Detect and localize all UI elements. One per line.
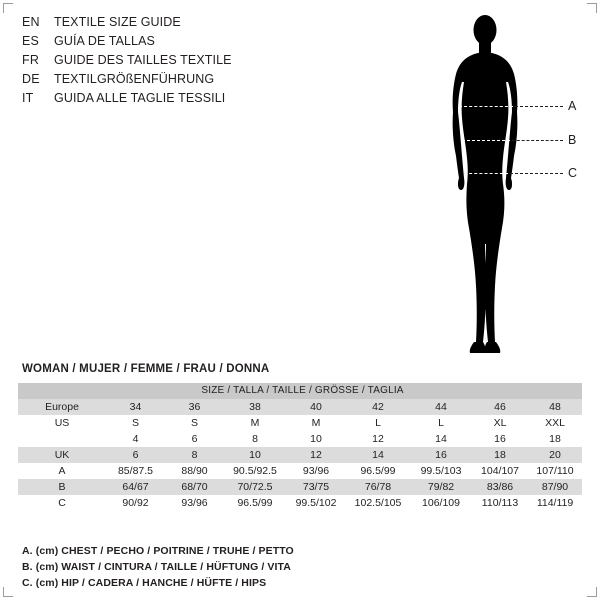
- cell: 8: [165, 447, 224, 463]
- row-label-us: US: [18, 415, 106, 431]
- cell: 46: [472, 399, 528, 415]
- cell: 10: [224, 447, 286, 463]
- title-lang-es: ES: [22, 34, 40, 48]
- cell: 14: [410, 431, 472, 447]
- cell: 83/86: [472, 479, 528, 495]
- measure-line-a-outer: [515, 106, 563, 107]
- table-row: [18, 479, 582, 495]
- cell: 18: [528, 431, 582, 447]
- measure-line-c-inner: [464, 173, 508, 174]
- cell: 8: [224, 431, 286, 447]
- table-row: [18, 431, 582, 447]
- cell: 44: [410, 399, 472, 415]
- cell: 110/113: [472, 495, 528, 511]
- cell: L: [346, 415, 410, 431]
- table-header-label: SIZE / TALLA / TAILLE / GRÖSSE / TAGLIA: [18, 383, 582, 399]
- title-row-it: [22, 91, 352, 110]
- cell: 48: [528, 399, 582, 415]
- row-label-uk: UK: [18, 447, 106, 463]
- cell: L: [410, 415, 472, 431]
- title-block: [22, 15, 352, 110]
- cell: 36: [165, 399, 224, 415]
- cell: 16: [472, 431, 528, 447]
- title-row-de: [22, 72, 352, 91]
- row-label-europe: Europe: [18, 399, 106, 415]
- measure-line-a-inner: [459, 106, 513, 107]
- corner-mark-top-left: [3, 3, 13, 13]
- cell: 96.5/99: [346, 463, 410, 479]
- title-row-fr: [22, 53, 352, 72]
- cell: 114/119: [528, 495, 582, 511]
- title-lang-de: DE: [22, 72, 40, 86]
- note-b: B. (cm) WAIST / CINTURA / TAILLE / HÜFTUNG / VITA: [22, 561, 291, 573]
- cell: 73/75: [286, 479, 346, 495]
- cell: 6: [106, 447, 165, 463]
- table-row: [18, 447, 582, 463]
- corner-mark-bottom-left: [3, 587, 13, 597]
- cell: XL: [472, 415, 528, 431]
- cell: 87/90: [528, 479, 582, 495]
- measurement-notes: [22, 543, 294, 591]
- table-row: [18, 415, 582, 431]
- table-row: [18, 399, 582, 415]
- corner-mark-bottom-right: [587, 587, 597, 597]
- cell: 16: [410, 447, 472, 463]
- row-label-b: B: [18, 479, 106, 495]
- cell: 6: [165, 431, 224, 447]
- title-text-fr: GUIDE DES TAILLES TEXTILE: [54, 53, 232, 67]
- row-label-us-numeric: [18, 431, 106, 447]
- silhouette-icon: [420, 8, 590, 368]
- cell: 70/72.5: [224, 479, 286, 495]
- cell: 14: [346, 447, 410, 463]
- cell: 85/87.5: [106, 463, 165, 479]
- cell: 38: [224, 399, 286, 415]
- cell: M: [286, 415, 346, 431]
- measure-label-a: A: [568, 99, 577, 113]
- cell: 64/67: [106, 479, 165, 495]
- measure-label-c: C: [568, 166, 578, 180]
- female-silhouette-figure: [420, 8, 590, 368]
- title-lang-it: IT: [22, 91, 34, 105]
- table-header-row: [18, 383, 582, 399]
- cell: 12: [346, 431, 410, 447]
- measure-line-b-outer: [512, 140, 563, 141]
- title-text-it: GUIDA ALLE TAGLIE TESSILI: [54, 91, 226, 105]
- cell: 88/90: [165, 463, 224, 479]
- measure-label-b: B: [568, 133, 577, 147]
- cell: 102.5/105: [346, 495, 410, 511]
- measure-line-c-outer: [510, 173, 563, 174]
- measure-line-b-inner: [462, 140, 510, 141]
- row-label-a: A: [18, 463, 106, 479]
- title-text-en: TEXTILE SIZE GUIDE: [54, 15, 181, 29]
- cell: XXL: [528, 415, 582, 431]
- note-a: A. (cm) CHEST / PECHO / POITRINE / TRUHE / PETTO: [22, 545, 294, 557]
- cell: S: [106, 415, 165, 431]
- size-table-wrapper: [18, 383, 582, 511]
- cell: 12: [286, 447, 346, 463]
- cell: 34: [106, 399, 165, 415]
- cell: 4: [106, 431, 165, 447]
- title-text-es: GUÍA DE TALLAS: [54, 34, 155, 48]
- cell: 93/96: [286, 463, 346, 479]
- table-row: [18, 463, 582, 479]
- cell: 90/92: [106, 495, 165, 511]
- cell: 104/107: [472, 463, 528, 479]
- cell: 79/82: [410, 479, 472, 495]
- table-row: [18, 495, 582, 511]
- cell: 107/110: [528, 463, 582, 479]
- cell: S: [165, 415, 224, 431]
- size-table: [18, 383, 582, 511]
- title-lang-en: EN: [22, 15, 40, 29]
- cell: 96.5/99: [224, 495, 286, 511]
- cell: M: [224, 415, 286, 431]
- note-c: C. (cm) HIP / CADERA / HANCHE / HÜFTE / HIPS: [22, 577, 267, 589]
- cell: 42: [346, 399, 410, 415]
- cell: 99.5/102: [286, 495, 346, 511]
- cell: 106/109: [410, 495, 472, 511]
- title-row-en: [22, 15, 352, 34]
- cell: 10: [286, 431, 346, 447]
- title-row-es: [22, 34, 352, 53]
- cell: 90.5/92.5: [224, 463, 286, 479]
- cell: 76/78: [346, 479, 410, 495]
- cell: 93/96: [165, 495, 224, 511]
- cell: 99.5/103: [410, 463, 472, 479]
- cell: 20: [528, 447, 582, 463]
- cell: 18: [472, 447, 528, 463]
- section-heading-woman: WOMAN / MUJER / FEMME / FRAU / DONNA: [22, 363, 270, 375]
- cell: 68/70: [165, 479, 224, 495]
- row-label-c: C: [18, 495, 106, 511]
- title-text-de: TEXTILGRÖßENFÜHRUNG: [54, 72, 215, 86]
- cell: 40: [286, 399, 346, 415]
- title-lang-fr: FR: [22, 53, 40, 67]
